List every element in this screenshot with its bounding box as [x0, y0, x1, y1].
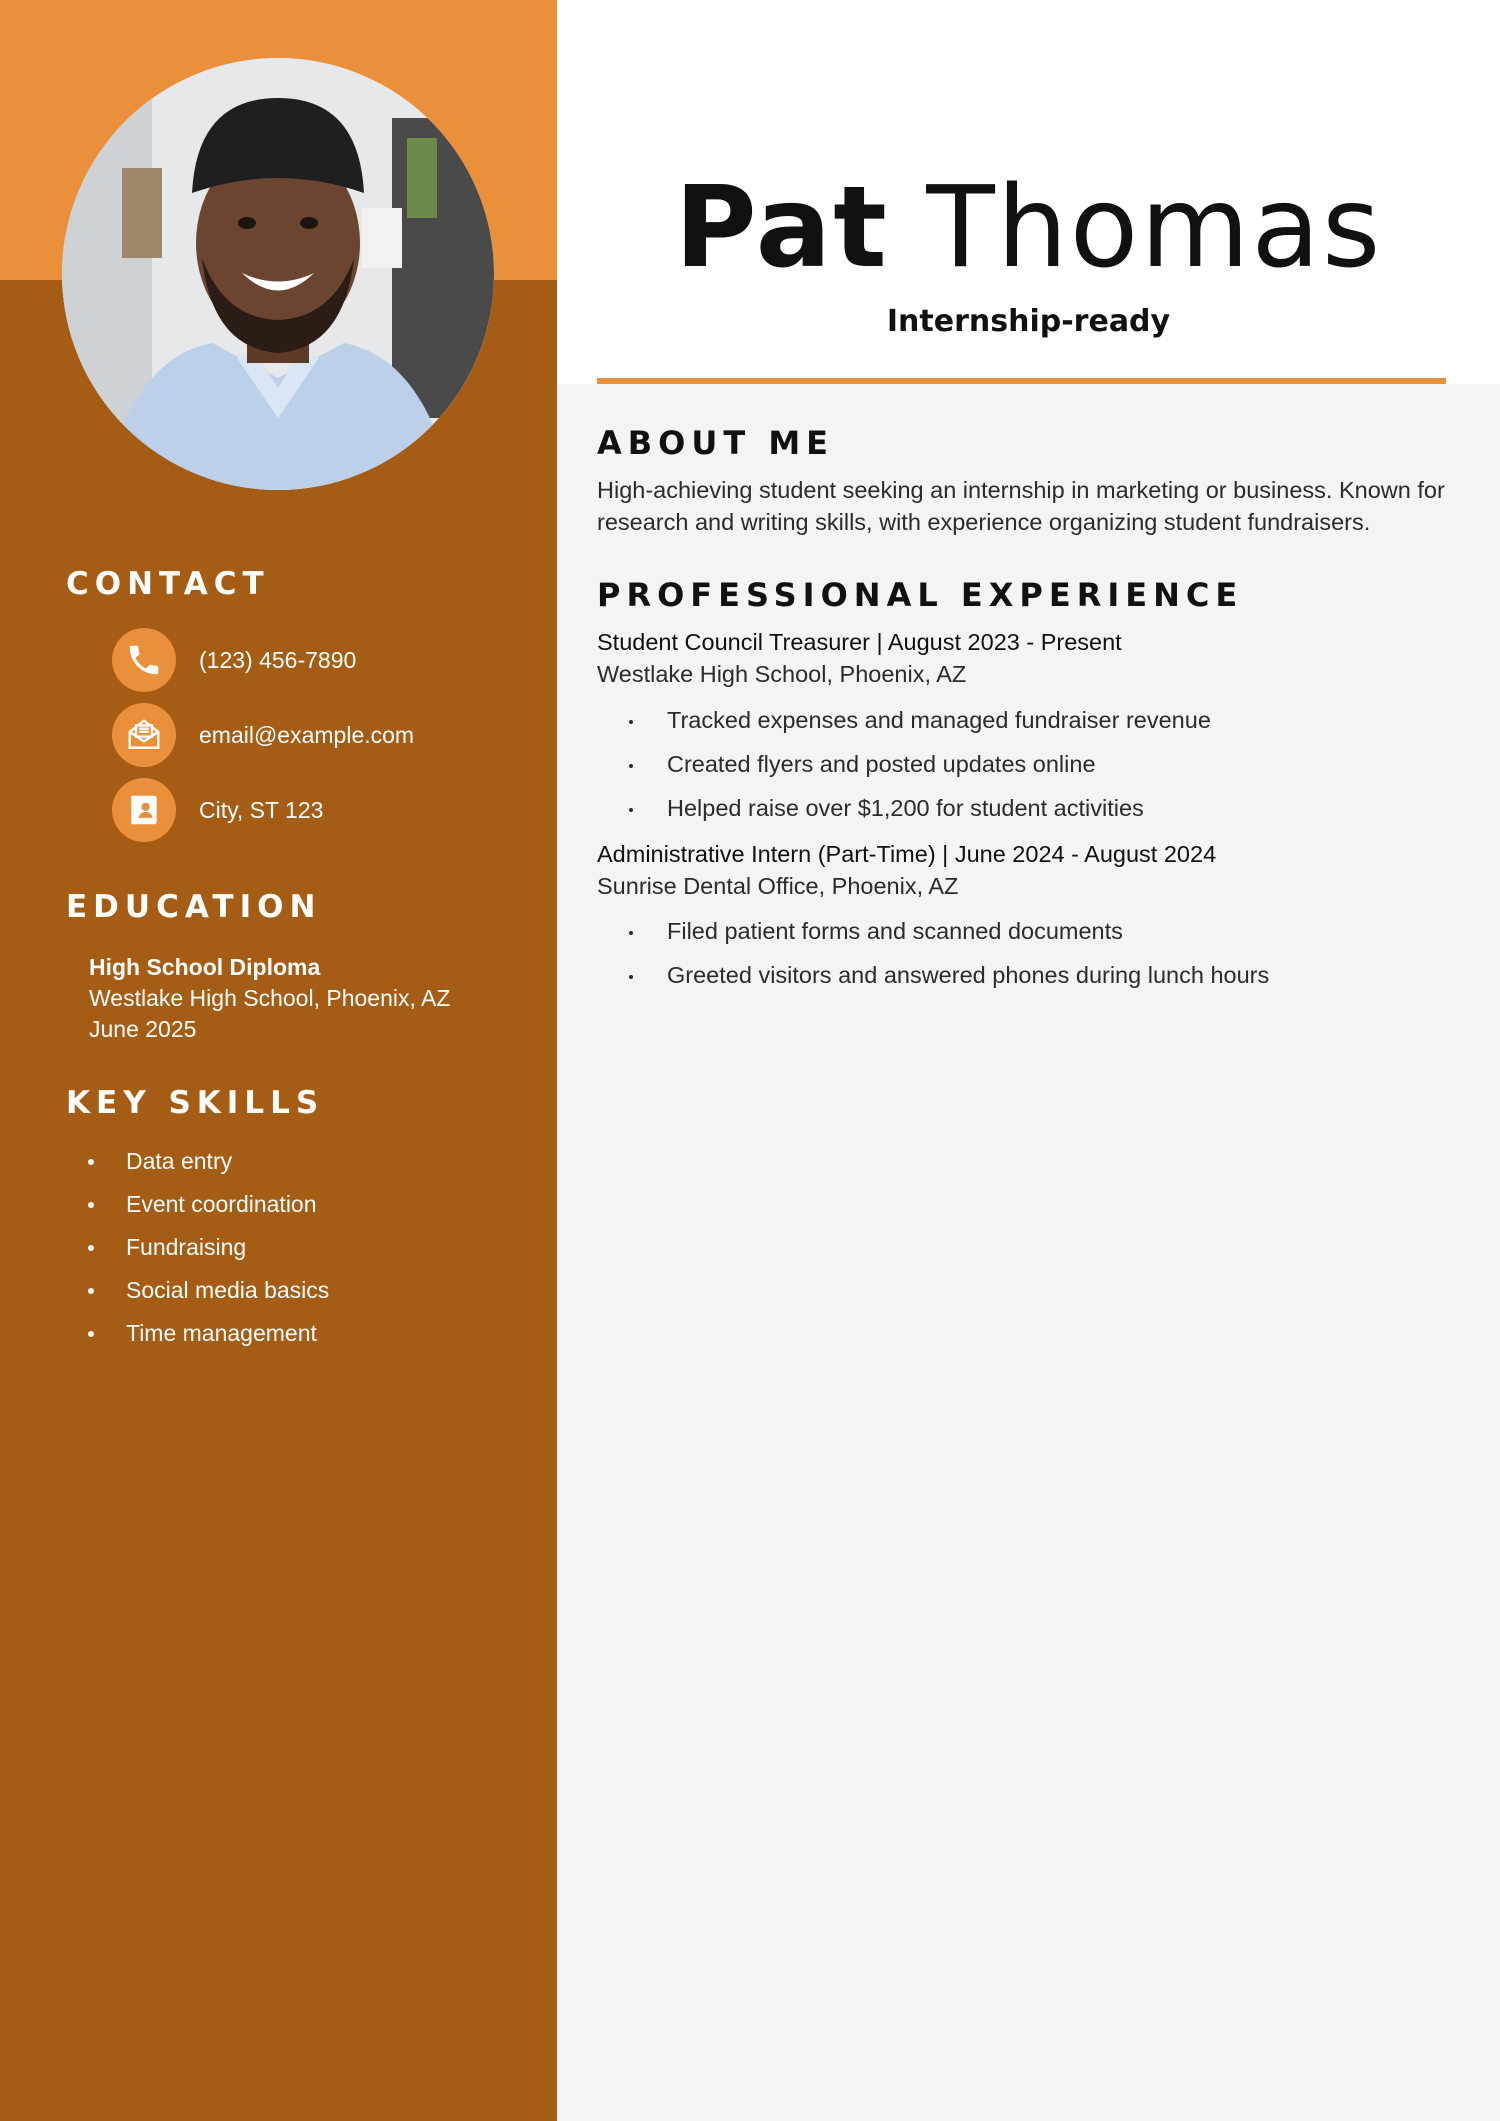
education-degree: High School Diploma — [89, 954, 321, 980]
experience-heading: PROFESSIONAL EXPERIENCE — [597, 576, 1244, 614]
email-icon — [112, 703, 176, 767]
job-bullet: Helped raise over $1,200 for student activities — [597, 792, 1211, 836]
job-title: Administrative Intern (Part-Time) | June 2024 - August 2024 — [597, 841, 1217, 867]
skills-heading: KEY SKILLS — [66, 1085, 325, 1121]
address-book-icon — [112, 778, 176, 842]
skill-item: Social media basics — [66, 1275, 329, 1318]
job-bullets — [597, 704, 1211, 836]
education-heading: EDUCATION — [66, 889, 322, 925]
tagline: Internship-ready — [886, 304, 1171, 339]
about-text: High-achieving student seeking an internship in marketing or business. Known for research and writing skills, with experience organizing student fundraisers. — [597, 477, 1445, 535]
job-title: Student Council Treasurer | August 2023 - Present — [597, 629, 1122, 655]
job-bullet: Filed patient forms and scanned documents — [597, 915, 1269, 959]
job-bullet: Tracked expenses and managed fundraiser revenue — [597, 704, 1211, 748]
job-organization: Westlake High School, Phoenix, AZ — [597, 661, 967, 687]
contact-location — [112, 777, 323, 843]
job-organization: Sunrise Dental Office, Phoenix, AZ — [597, 873, 959, 899]
skills-list — [66, 1146, 329, 1361]
education-entry — [89, 952, 450, 1045]
header-divider — [597, 378, 1446, 384]
full-name — [557, 163, 1500, 293]
skill-item: Fundraising — [66, 1232, 329, 1275]
contact-email — [112, 702, 414, 768]
contact-heading: CONTACT — [66, 566, 270, 602]
skill-item: Time management — [66, 1318, 329, 1361]
last-name: Thomas — [926, 163, 1383, 293]
email-address: email@example.com — [199, 721, 415, 748]
phone-icon — [112, 628, 176, 692]
job-bullet: Created flyers and posted updates online — [597, 748, 1211, 792]
about-heading: ABOUT ME — [597, 424, 835, 462]
location: City, ST 123 — [199, 796, 324, 823]
skill-item: Data entry — [66, 1146, 329, 1189]
job-bullets — [597, 915, 1269, 1003]
contact-phone — [112, 627, 356, 693]
education-school: Westlake High School, Phoenix, AZ — [89, 985, 451, 1011]
education-date: June 2025 — [89, 1016, 197, 1042]
first-name: Pat — [674, 163, 889, 293]
phone-number: (123) 456-7890 — [199, 646, 357, 673]
profile-photo — [62, 58, 494, 490]
skill-item: Event coordination — [66, 1189, 329, 1232]
job-bullet: Greeted visitors and answered phones during lunch hours — [597, 959, 1269, 1003]
